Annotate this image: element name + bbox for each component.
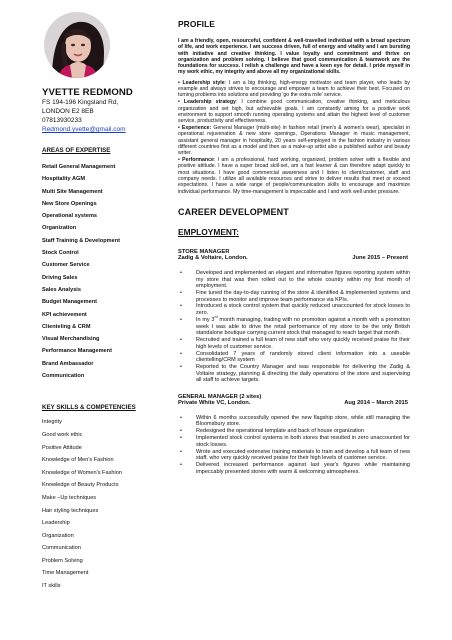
- duty-item: [178, 270, 410, 290]
- skill-item: Knowledge of Beauty Products: [42, 482, 119, 489]
- duty-text: In my 3rd month managing, trading with no promotion against a month with a promotion week I was able to drive the retail performance of my store to be the only British standalone boutique carrying current stock that managed to reach target that month.: [196, 315, 410, 337]
- expertise-item: Performance Management: [42, 348, 112, 355]
- trait-label: • Experience:: [178, 125, 212, 132]
- phone-number: 07813930233: [42, 117, 82, 124]
- trait-label: • Leadership style: [178, 79, 225, 86]
- job-entry: [178, 249, 410, 384]
- skill-item: Good work ethic: [42, 431, 83, 438]
- duty-text: Developed and implemented an elegant and informative figures reporting system within my store that was then rolled out to the whole country within my first month of employment.: [196, 269, 410, 290]
- bullet-icon: •: [180, 414, 182, 421]
- expertise-item: Budget Management: [42, 299, 98, 306]
- duty-text: Reported to the Country Manager and was responsible for delivering the Zadig & Voltaire strategy, planning & directing the daily operations of the store and supervising all staff to achieve targets.: [196, 364, 410, 384]
- bullet-icon: •: [180, 364, 182, 370]
- employment-heading: EMPLOYMENT:: [178, 226, 239, 237]
- job-company: Private White VC, London.: [178, 399, 251, 406]
- skill-item: Leadership: [42, 520, 70, 527]
- trait-label: • Leadership strategy: [178, 99, 236, 106]
- skill-item: IT skills: [42, 583, 61, 590]
- duty-item: [178, 364, 410, 384]
- expertise-item: Hospitality AGM: [42, 176, 85, 183]
- email-link[interactable]: Redmond.yvette@gmail.com: [42, 126, 126, 133]
- job-duties: [178, 415, 410, 476]
- expertise-item: Organization: [42, 225, 77, 232]
- profile-trait: [178, 80, 410, 99]
- profile-heading: PROFILE: [178, 19, 215, 29]
- profile-trait: [178, 125, 410, 156]
- expertise-item: Brand Ambassador: [42, 360, 94, 367]
- expertise-item: Clienteling & CRM: [42, 323, 91, 330]
- skill-item: Organization: [42, 532, 74, 539]
- duty-item: [178, 303, 410, 316]
- career-heading: CAREER DEVELOPMENT: [178, 206, 289, 217]
- trait-text: : I am a big thinking, high-energy motivator and team player, who leads by example and always strives to encourage and empower a team to achieve their best. Focused on turning problems into solutions and providing 'go the extra mile' service.: [178, 79, 410, 99]
- job-company-row: [178, 255, 410, 261]
- skill-item: Make –Up techniques: [42, 494, 97, 501]
- address-line-1: FS 194-196 Kingsland Rd,: [42, 99, 119, 106]
- duty-text: Redesigned the operational template and back of house organization: [196, 428, 364, 435]
- expertise-item: Communication: [42, 373, 85, 380]
- duty-item: [178, 428, 410, 435]
- profile-intro: I am a friendly, open, resourceful, confident & well-travelled individual with a broad spectrum of life, and work experience. I am success driven, full of energy and vitality and I am bursting with initiative and creative thinking. I value loyalty and commitment and thrive on organization and problem solving. I believe that good communication & teamwork are the foundations for success. I relish a challenge and have a keen eye for detail. I pride myself in my work ethic, my integrity and above all my organizational skills.: [178, 38, 410, 76]
- duty-item: [178, 415, 410, 428]
- duty-text: Delivered increased performance against last year's figures while maintaining impeccably presented stores with warm & welcoming atmospheres.: [196, 462, 410, 475]
- expertise-item: Stock Control: [42, 250, 79, 257]
- duty-text: Introduced a stock control system that quickly reduced unaccounted for stock losses to zero.: [196, 303, 410, 317]
- expertise-item: Multi Site Management: [42, 188, 103, 195]
- job-dates: June 2015 – Present: [352, 254, 408, 261]
- portrait-image: [44, 12, 110, 78]
- skills-list: [42, 416, 160, 592]
- bullet-icon: •: [180, 316, 182, 323]
- expertise-item: New Store Openings: [42, 200, 97, 207]
- duty-text: Implemented stock control systems in both stores that resulted in zero unaccounted for stock losses.: [196, 435, 410, 448]
- job-company: Zadig & Voltaire, London.: [178, 254, 248, 261]
- bullet-icon: •: [180, 428, 182, 435]
- duty-text: Consolidated 7 years of randomly stored client information into a useable clientelling/CRM system: [196, 350, 410, 364]
- skill-item: Positive Attitude: [42, 444, 82, 451]
- duty-item: [178, 435, 410, 448]
- duty-item: [178, 449, 410, 462]
- bullet-icon: •: [180, 448, 182, 455]
- expertise-item: Customer Service: [42, 262, 90, 269]
- job-company-row: [178, 400, 410, 406]
- duty-item: [178, 337, 410, 350]
- expertise-item: Operational systems: [42, 213, 98, 220]
- expertise-item: Staff Training & Development: [42, 237, 121, 244]
- job-title: GENERAL MANAGER (2 sites): [178, 393, 262, 400]
- skill-item: Problem Solving: [42, 557, 83, 564]
- right-column: [178, 19, 410, 476]
- skill-item: Knowledge of Men's Fashion: [42, 457, 114, 464]
- skill-item: Knowledge of Women's Fashion: [42, 469, 122, 476]
- expertise-item: Retail General Management: [42, 164, 116, 170]
- duty-item: [178, 462, 410, 475]
- duty-item: [178, 290, 410, 303]
- candidate-name: YVETTE REDMOND: [42, 87, 133, 98]
- bullet-icon: •: [180, 269, 182, 276]
- expertise-item: KPI achievement: [42, 311, 87, 318]
- duty-item: [178, 351, 410, 364]
- skill-item: Time Management: [42, 570, 89, 577]
- bullet-icon: •: [180, 337, 182, 344]
- skill-item: Hair styling techniques: [42, 507, 99, 514]
- duty-text: Recruited and trained a full team of new staff who very quickly received praise for their high levels of customer service.: [196, 337, 410, 350]
- job-dates: Aug 2014 – March 2015: [344, 399, 408, 406]
- profile-photo: [44, 12, 110, 78]
- job-duties: [178, 270, 410, 384]
- profile-trait: [178, 157, 410, 195]
- expertise-item: Driving Sales: [42, 274, 78, 281]
- duty-item: [178, 317, 410, 337]
- left-column: [42, 12, 160, 593]
- expertise-heading: AREAS OF EXPERTISE: [42, 147, 111, 154]
- bullet-icon: •: [180, 435, 182, 442]
- expertise-list: [42, 161, 160, 382]
- duty-text: Wrote and executed extensive training materials to train and develop a full team of new staff, who very quickly received praise for their high levels of customer service.: [196, 448, 410, 462]
- trait-label: • Performance: [178, 157, 214, 164]
- profile-trait: [178, 99, 410, 124]
- bullet-icon: •: [180, 462, 182, 469]
- job-title: STORE MANAGER: [178, 248, 230, 255]
- address-line-2: LONDON E2 8EB: [42, 108, 94, 115]
- expertise-item: Visual Merchandising: [42, 336, 100, 343]
- trait-text: : I combine good communication, creative thinking, and meticulous organization and set high, but achievable goals. I am constantly aiming for a positive work environment to support smooth running operating systems and attain the highest level of customer service, productivity and effectiveness.: [178, 99, 411, 125]
- trait-text: : I am a professional, hard working, organized, problem solver with a flexible and positive attitude. I have a super broad skill-set, am a fast learner & can therefore adapt quickly to most situations. I have good commercial awareness and I listen to client/customer, staff and company needs. I utilize all available resources and strive to deliver results that meet or exceed expectations. I have a wide range of people/communication skills to encourage and maximize individual performance. My time-management is impeccable and I and work well under pressure.: [178, 157, 410, 195]
- duty-text: Fine tuned the day-to-day running of the store & identified & implemented systems and processes to monitor and improve team performance via KPIs.: [196, 289, 410, 303]
- expertise-item: Sales Analysis: [42, 286, 81, 293]
- bullet-icon: •: [180, 350, 182, 357]
- bullet-icon: •: [180, 303, 182, 310]
- bullet-icon: •: [180, 289, 182, 296]
- skill-item: Communication: [42, 545, 81, 552]
- duty-text: Within 6 months successfully opened the new flagship store, while still managing the Bloomsbury store.: [196, 414, 410, 428]
- skills-heading: KEY SKILLS & COMPETENCIES: [42, 404, 136, 412]
- job-entry: [178, 394, 410, 476]
- skill-item: Integrity: [42, 419, 62, 426]
- trait-text: General Manager (multi-site) in fashion retail (men's & women's wear), specialist in operational rejuvenation & new store openings, Operations Manager in music management, assistant general manager in hospitality, 20 years self-employed in the fashion industry in various different countries first as a model and then as a make-up artist also a published author and beauty writer.: [178, 125, 410, 157]
- profile-traits: [178, 80, 410, 195]
